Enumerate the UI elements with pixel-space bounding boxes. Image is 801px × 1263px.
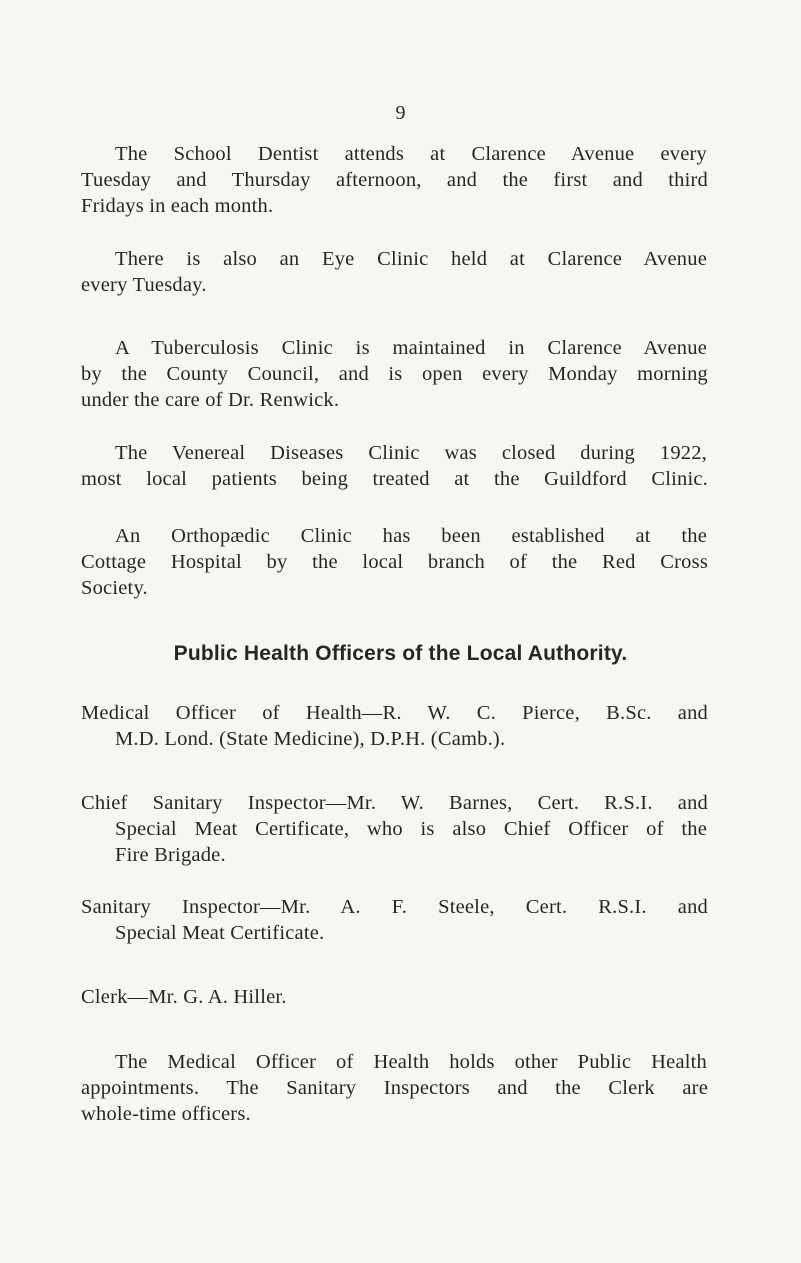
paragraph-line: The School Dentist attends at Clarence Avenue every: [115, 143, 707, 165]
paragraph-line: Cottage Hospital by the local branch of the Red Cross: [81, 551, 708, 573]
paragraph-dentist-cont: [81, 167, 708, 219]
paragraph-line: Society.: [81, 577, 148, 599]
paragraph-line: Medical Officer of Health—R. W. C. Pierce, B.Sc. and: [81, 702, 708, 724]
paragraph-orthopaedic-cont: [81, 549, 708, 601]
page-number: 9: [395, 102, 406, 124]
paragraph-line: The Venereal Diseases Clinic was closed during 1922,: [115, 442, 707, 464]
officer-moh: [81, 700, 708, 726]
officer-clerk: [81, 984, 708, 1010]
paragraph-closing: [115, 1049, 707, 1075]
paragraph-line: Chief Sanitary Inspector—Mr. W. Barnes, Cert. R.S.I. and: [81, 792, 708, 814]
paragraph-venereal: [115, 440, 707, 466]
paragraph-line: There is also an Eye Clinic held at Clarence Avenue: [115, 248, 707, 270]
paragraph-line: A Tuberculosis Clinic is maintained in Clarence Avenue: [115, 337, 707, 359]
paragraph-closing-cont: [81, 1075, 708, 1127]
paragraph-venereal-cont: [81, 466, 708, 492]
paragraph-orthopaedic: [115, 523, 707, 549]
paragraph-line: Tuesday and Thursday afternoon, and the first and third: [81, 169, 708, 191]
section-heading: Public Health Officers of the Local Authority.: [173, 642, 628, 665]
paragraph-eye-clinic: [115, 246, 707, 272]
paragraph-line: Special Meat Certificate, who is also Chief Officer of the: [115, 818, 707, 840]
paragraph-line: The Medical Officer of Health holds other Public Health: [115, 1051, 707, 1073]
officer-inspector-cont: [115, 920, 707, 946]
paragraph-line: under the care of Dr. Renwick.: [81, 389, 340, 411]
paragraph-dentist: [115, 141, 707, 167]
paragraph-eye-clinic-cont: [81, 272, 708, 298]
officer-moh-cont: [115, 726, 707, 752]
paragraph-line: appointments. The Sanitary Inspectors and the Clerk are: [81, 1077, 708, 1099]
paragraph-line: by the County Council, and is open every Monday morning: [81, 363, 708, 385]
paragraph-tuberculosis-cont: [81, 361, 708, 413]
paragraph-line: every Tuesday.: [81, 274, 207, 296]
paragraph-line: Special Meat Certificate.: [115, 922, 325, 944]
paragraph-line: An Orthopædic Clinic has been established at the: [115, 525, 707, 547]
paragraph-line: whole-time officers.: [81, 1103, 251, 1125]
officer-chief-inspector-cont: [115, 816, 707, 868]
paragraph-line: Fridays in each month.: [81, 195, 274, 217]
paragraph-line: Fire Brigade.: [115, 844, 226, 866]
paragraph-line: Clerk—Mr. G. A. Hiller.: [81, 986, 287, 1008]
paragraph-line: most local patients being treated at the Guildford Clinic.: [81, 468, 708, 490]
paragraph-line: Sanitary Inspector—Mr. A. F. Steele, Cert. R.S.I. and: [81, 896, 708, 918]
paragraph-tuberculosis: [115, 335, 707, 361]
officer-chief-inspector: [81, 790, 708, 816]
officer-inspector: [81, 894, 708, 920]
paragraph-line: M.D. Lond. (State Medicine), D.P.H. (Camb.).: [115, 728, 506, 750]
